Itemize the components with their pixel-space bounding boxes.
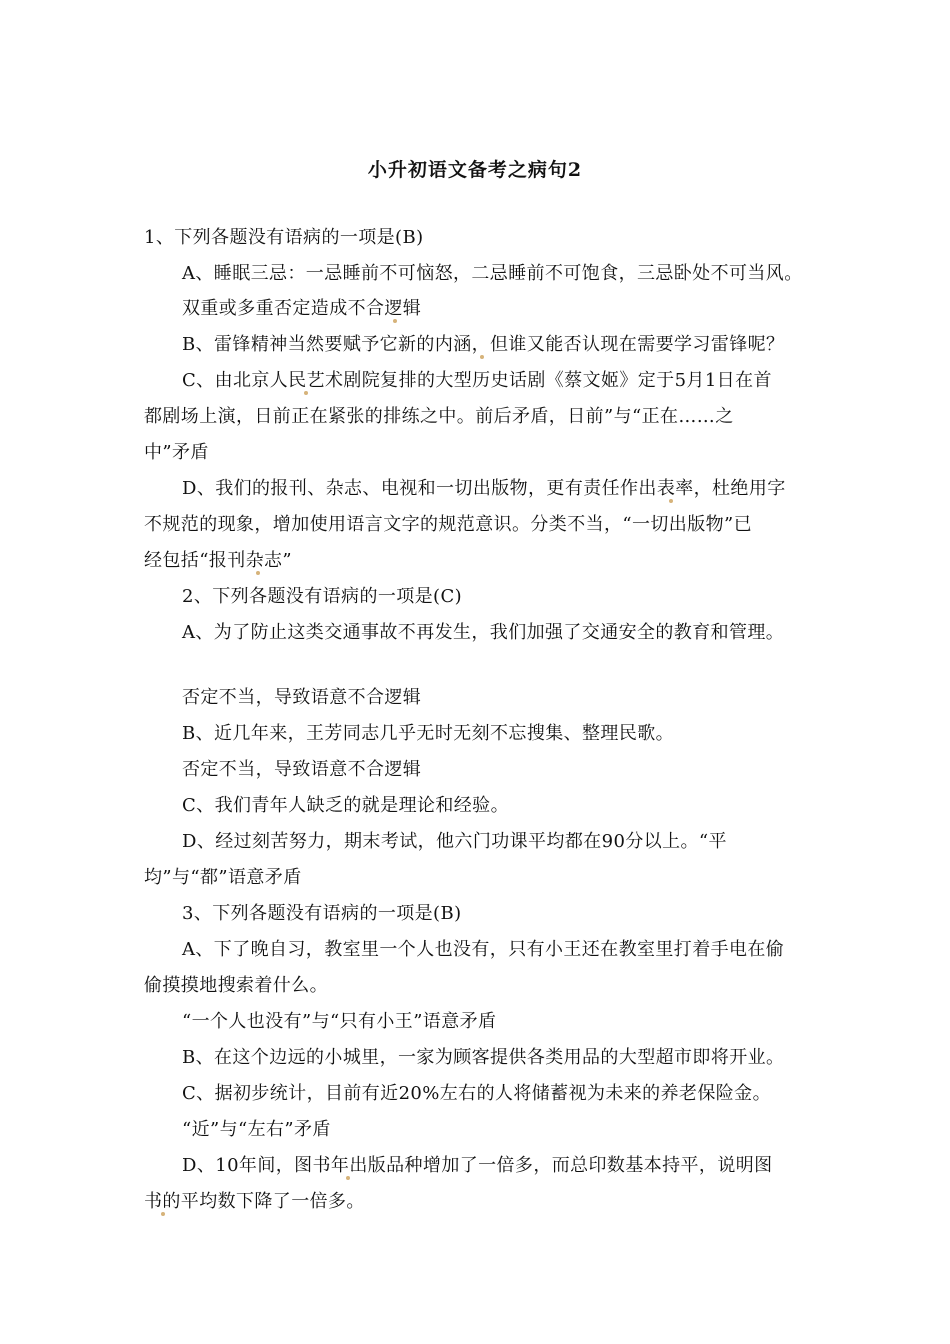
- question-3-option-a-line-2: 偷摸摸地搜索着什么。: [144, 975, 328, 996]
- question-3-option-c-note: “近”与“左右”矛盾: [182, 1119, 331, 1140]
- question-1-option-c-line-1: C、由北京人民艺术剧院复排的大型历史话剧《蔡文姬》定于5月1日在首: [182, 370, 772, 391]
- question-1-option-b: B、雷锋精神当然要赋予它新的内涵，但谁又能否认现在需要学习雷锋呢？: [182, 334, 785, 355]
- question-1-option-d-line-2: 不规范的现象，增加使用语言文字的规范意识。分类不当，“一切出版物”已: [144, 514, 753, 535]
- question-2-option-a: A、为了防止这类交通事故不再发生，我们加强了交通安全的教育和管理。: [182, 622, 785, 643]
- decorative-dot: [393, 319, 397, 323]
- question-2-option-d-line-2: 均”与“都”语意矛盾: [144, 867, 302, 888]
- question-2-option-a-note: 否定不当，导致语意不合逻辑: [182, 687, 422, 708]
- question-1-stem: 1、下列各题没有语病的一项是(B): [144, 227, 424, 248]
- decorative-dot: [346, 1176, 350, 1180]
- question-2-option-b-note: 否定不当，导致语意不合逻辑: [182, 759, 422, 780]
- decorative-dot: [480, 355, 484, 359]
- question-2-option-c: C、我们青年人缺乏的就是理论和经验。: [182, 795, 509, 816]
- question-3-option-d-line-1: D、10年间，图书年出版品种增加了一倍多，而总印数基本持平，说明图: [182, 1155, 773, 1176]
- question-1-option-a: A、睡眠三忌：一忌睡前不可恼怒，二忌睡前不可饱食，三忌卧处不可当风。: [182, 263, 803, 284]
- decorative-dot: [304, 391, 308, 395]
- question-3-stem: 3、下列各题没有语病的一项是(B): [182, 903, 462, 924]
- decorative-dot: [669, 499, 673, 503]
- question-2-stem: 2、下列各题没有语病的一项是(C): [182, 586, 463, 607]
- question-1-option-d-line-1: D、我们的报刊、杂志、电视和一切出版物，更有责任作出表率，杜绝用字: [182, 478, 786, 499]
- question-1-option-d-line-3: 经包括“报刊杂志”: [144, 550, 293, 571]
- page-title: 小升初语文备考之病句2: [367, 159, 583, 181]
- question-2-option-d-line-1: D、经过刻苦努力，期末考试，他六门功课平均都在90分以上。“平: [182, 831, 727, 852]
- question-3-option-a-note: “一个人也没有”与“只有小王”语意矛盾: [182, 1011, 497, 1032]
- question-3-option-b: B、在这个边远的小城里，一家为顾客提供各类用品的大型超市即将开业。: [182, 1047, 785, 1068]
- question-1-option-a-note: 双重或多重否定造成不合逻辑: [182, 298, 422, 319]
- question-1-option-c-line-2: 都剧场上演，日前正在紧张的排练之中。前后矛盾，日前”与“正在……之: [144, 406, 734, 427]
- question-3-option-c: C、据初步统计，目前有近20%左右的人将储蓄视为未来的养老保险金。: [182, 1083, 771, 1104]
- question-3-option-d-line-2: 书的平均数下降了一倍多。: [144, 1191, 365, 1212]
- decorative-dot: [256, 571, 260, 575]
- decorative-dot: [161, 1212, 165, 1216]
- question-3-option-a-line-1: A、下了晚自习，教室里一个人也没有，只有小王还在教室里打着手电在偷: [182, 939, 785, 960]
- question-1-option-c-line-3: 中”矛盾: [144, 442, 209, 463]
- question-2-option-b: B、近几年来，王芳同志几乎无时无刻不忘搜集、整理民歌。: [182, 723, 675, 744]
